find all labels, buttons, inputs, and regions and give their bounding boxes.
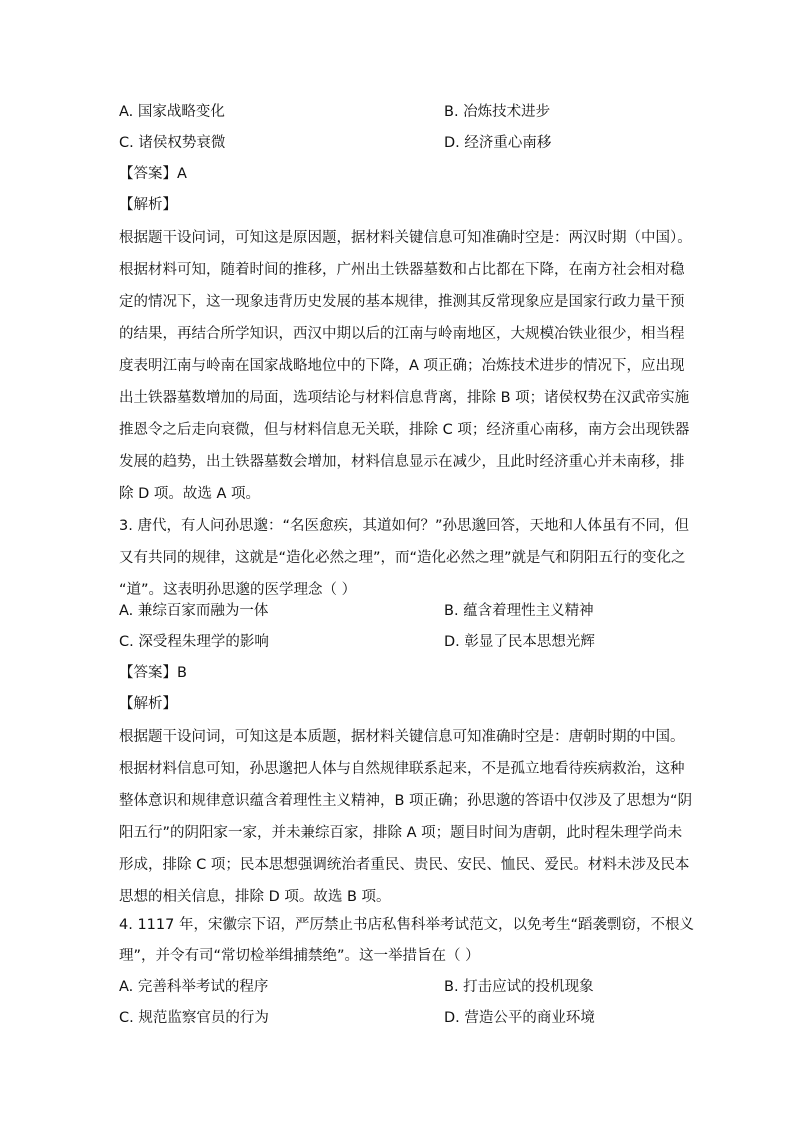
q2-analysis-line: 根据题干设问词，可知这是原因题，据材料关键信息可知准确时空是：两汉时期（中国）。: [119, 230, 692, 246]
q4-option-b: B. 打击应试的投机现象: [444, 979, 594, 995]
q3-option-c: C. 深受程朱理学的影响: [119, 634, 269, 650]
q4-stem-line: 4. 1117 年，宋徽宗下诏，严厉禁止书店私售科举考试范文，以免考生“蹈袭剽窃，不根义: [119, 917, 694, 933]
q3-option-a: A. 兼综百家而融为一体: [119, 603, 269, 619]
q2-option-d: D. 经济重心南移: [444, 135, 552, 151]
q2-analysis-line: 的结果，再结合所学知识，西汉中期以后的江南与岭南地区，大规模冶铁业很少，相当程: [119, 326, 685, 342]
q3-stem-line: “道”。这表明孙思邈的医学理念（ ）: [119, 582, 357, 598]
q3-stem-line: 又有共同的规律，这就是“造化必然之理”，而“造化必然之理”就是气和阴阳五行的变化之: [119, 550, 686, 566]
q3-analysis-line: 形成，排除 C 项；民本思想强调统治者重民、贵民、安民、恤民、爱民。材料未涉及民本: [119, 857, 690, 873]
q3-option-d: D. 彰显了民本思想光辉: [444, 634, 595, 650]
q4-option-a: A. 完善科举考试的程序: [119, 979, 269, 995]
q3-analysis-line: 根据题干设问词，可知这是本质题，据材料关键信息可知准确时空是：唐朝时期的中国。: [119, 729, 685, 745]
q3-analysis-line: 思想的相关信息，排除 D 项。故选 B 项。: [119, 889, 391, 905]
q2-answer: 【答案】A: [119, 166, 187, 182]
q2-option-c: C. 诸侯权势衰微: [119, 135, 226, 151]
q4-stem-line: 理”，并令有司“常切检举缉捕禁绝”。这一举措旨在（ ）: [119, 948, 480, 964]
q3-analysis-line: 阳五行”的阴阳家一家，并未兼综百家，排除 A 项；题目时间为唐朝，此时程朱理学尚未: [119, 825, 683, 841]
q2-analysis-line: 根据材料可知，随着时间的推移，广州出土铁器墓数和占比都在下降，在南方社会相对稳: [119, 262, 685, 278]
q2-analysis-line: 发展的趋势，出土铁器墓数会增加，材料信息显示在减少，且此时经济重心并未南移，排: [119, 454, 685, 470]
q3-option-b: B. 蕴含着理性主义精神: [444, 603, 594, 619]
q3-analysis-line: 根据材料信息可知，孙思邈把人体与自然规律联系起来，不是孤立地看待疾病救治，这种: [119, 761, 685, 777]
q4-option-c: C. 规范监察官员的行为: [119, 1010, 269, 1026]
q2-analysis-title: 【解析】: [119, 197, 177, 213]
q2-analysis-line: 定的情况下，这一现象违背历史发展的基本规律，推测其反常现象应是国家行政力量干预: [119, 294, 685, 310]
q2-analysis-line: 度表明江南与岭南在国家战略地位中的下降，A 项正确；冶炼技术进步的情况下，应出现: [119, 358, 685, 374]
q2-option-a: A. 国家战略变化: [119, 104, 225, 120]
q4-option-d: D. 营造公平的商业环境: [444, 1010, 595, 1026]
q3-stem-line: 3. 唐代，有人问孙思邈：“名医愈疾，其道如何？”孙思邈回答，天地和人体虽有不同，但: [119, 518, 689, 534]
q2-analysis-line: 推恩令之后走向衰微，但与材料信息无关联，排除 C 项；经济重心南移，南方会出现铁器: [119, 422, 690, 438]
q2-analysis-line: 出土铁器墓数增加的局面，选项结论与材料信息背离，排除 B 项；诸侯权势在汉武帝实施: [119, 390, 690, 406]
q3-analysis-title: 【解析】: [119, 696, 177, 712]
q2-analysis-line: 除 D 项。故选 A 项。: [119, 486, 261, 502]
q2-option-b: B. 冶炼技术进步: [444, 104, 551, 120]
q3-answer: 【答案】B: [119, 665, 187, 681]
q3-analysis-line: 整体意识和规律意识蕴含着理性主义精神，B 项正确；孙思邈的答语中仅涉及了思想为“阴: [119, 793, 693, 809]
